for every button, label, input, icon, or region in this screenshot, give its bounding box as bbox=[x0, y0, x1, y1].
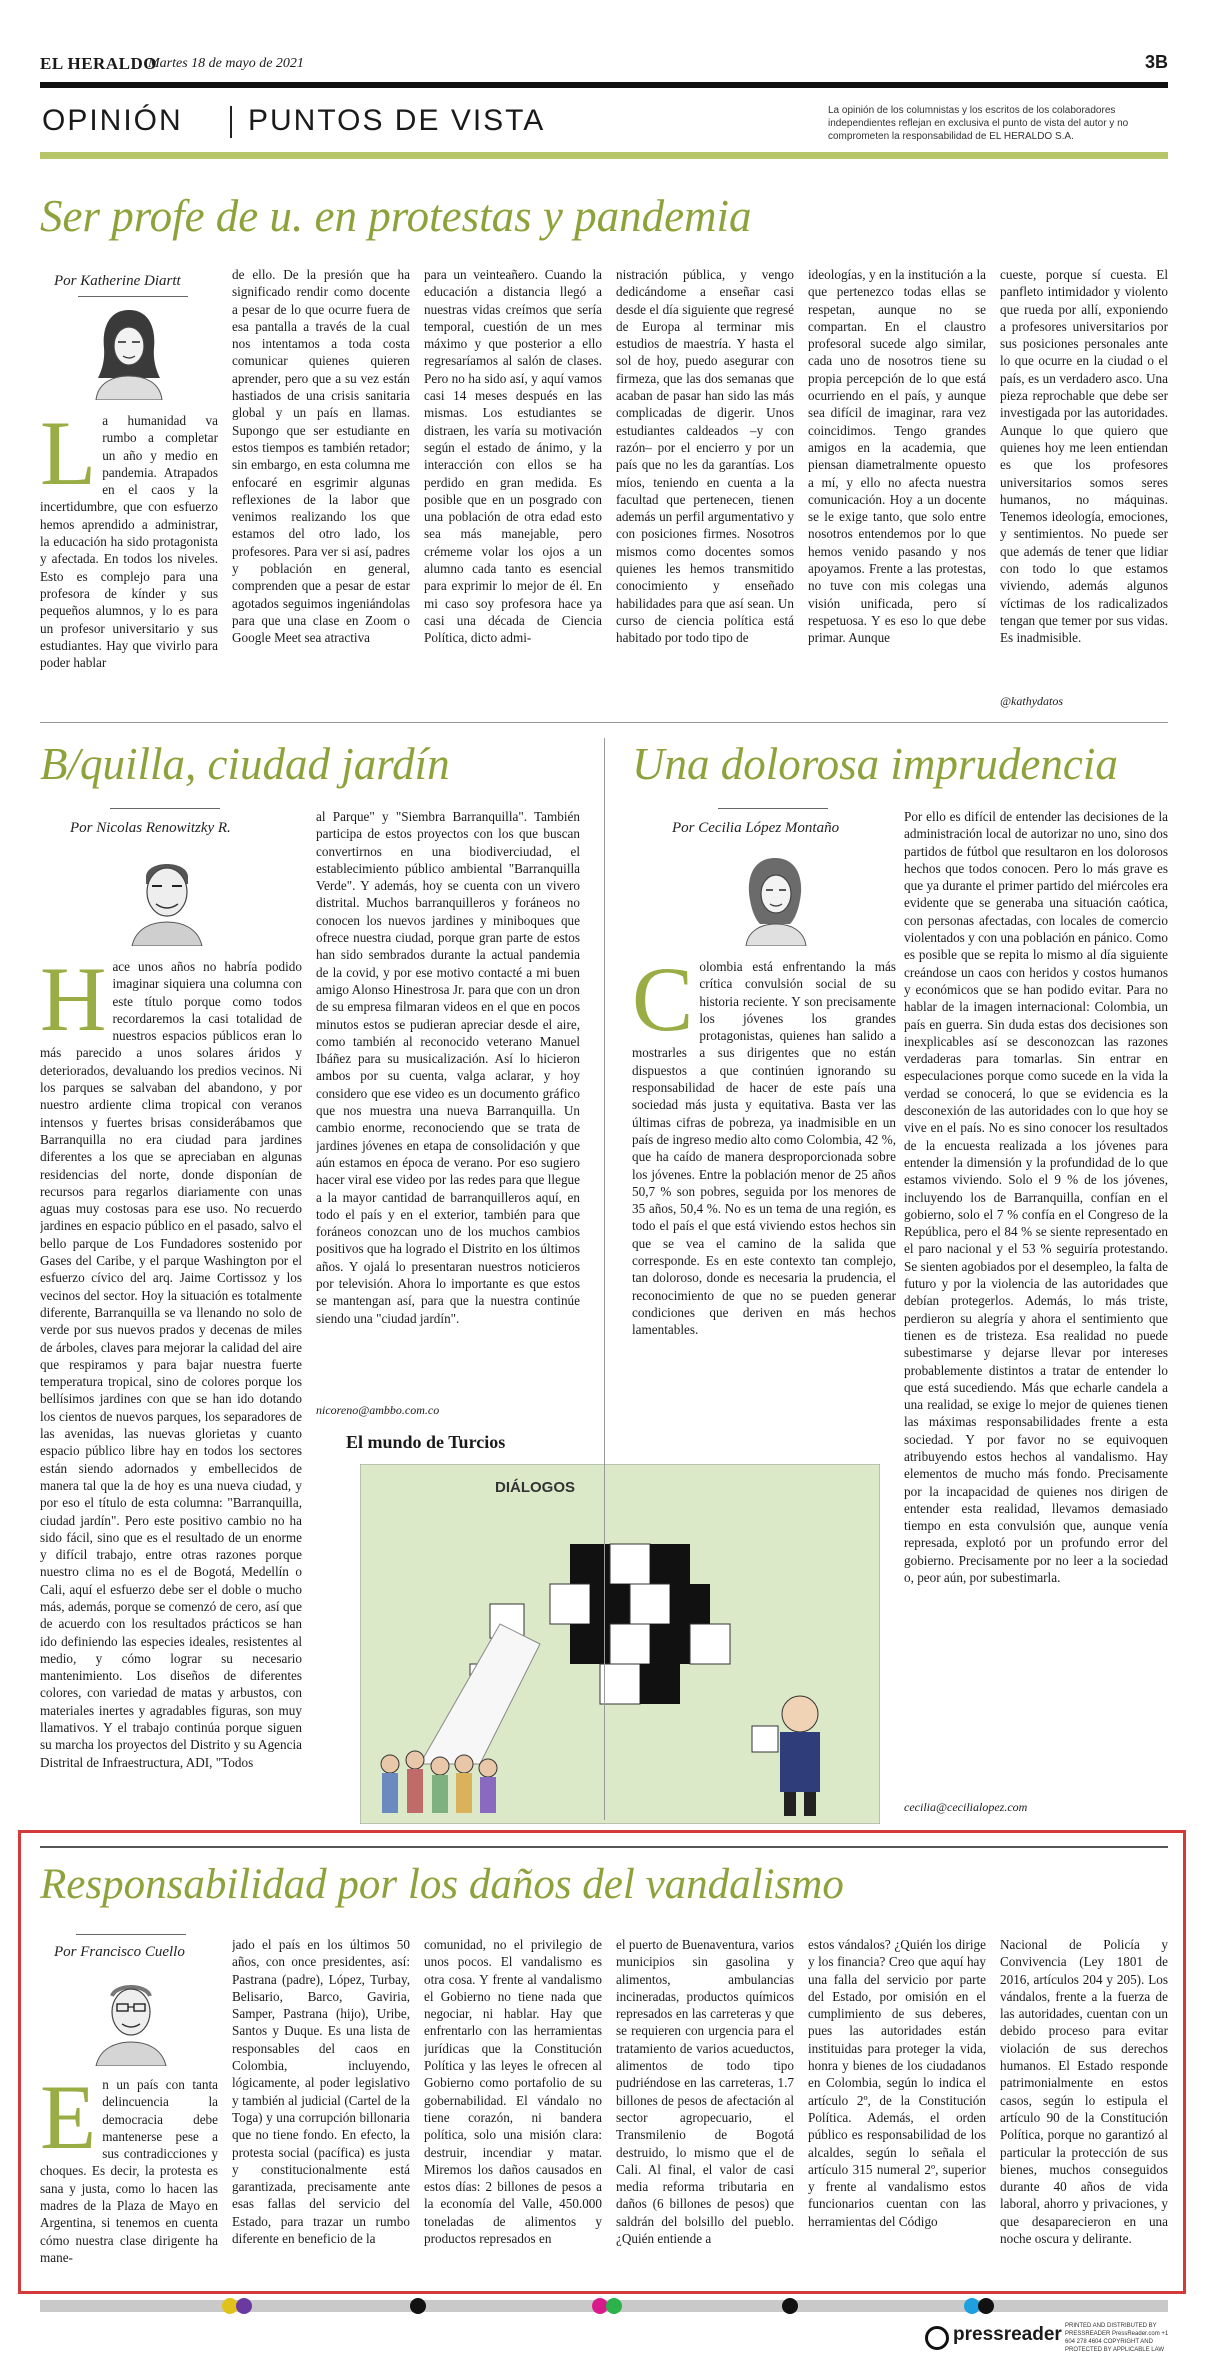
article4-byline: Por Francisco Cuello bbox=[54, 1944, 185, 1960]
newspaper-name: EL HERALDO bbox=[40, 54, 157, 73]
article4-column-3: comunidad, no el privilegio de unos pocos. El vandalismo es otra cosa. Y frente al vandalismo el Gobierno no tiene nada que negociar, ni hablar. Hay que enfrentarlo con las herramientas jurídicas que la Constitución Política y las leyes le ofrecen al Gobierno como portafolio de su gobernabilidad. El vándalo no tiene corazón, ni bandera política, solo una misión clara: destruir, incendiar y matar. Miremos los daños causados en estos días: 2 billones de pesos a la economía del Valle, 450.000 toneladas de alimentos y productos represados en bbox=[424, 1937, 602, 2247]
divider-rule bbox=[40, 1846, 1168, 1848]
author-portrait-katherine bbox=[84, 300, 174, 400]
article1-column-6: cueste, porque sí cuesta. El panfleto intimidador y violento que rueda por allí, exponiendo a profesores universitarios por sus posiciones personales ante lo que ocurre en la ciudad o el país, es un verdadero asco. Una pieza reprochable que debe ser investigada por las autoridades. Aunque lo que quiero que quienes hoy me leen entiendan es que los profesores universitarios somos seres humanos, no máquinas. Tenemos ideología, emociones, y sentimientos. No puede ser que además de tener que lidiar con todo lo que estamos viviendo, además algunos víctimas de los radicalizados tengan que temer por sus vidas. Es inadmisible. bbox=[1000, 267, 1168, 646]
cartoon-illustration bbox=[360, 1464, 880, 1824]
disclaimer: La opinión de los columnistas y los escritos de los colaboradores independientes reflejan en exclusiva el punto de vista del autor y no comprometen la responsabilidad de EL HERALDO S.A. bbox=[828, 105, 1129, 142]
article4-column-6: Nacional de Policía y Convivencia (Ley 1801 de 2016, artículos 204 y 205). Los vándalos, frente a la fuerza de las autoridades, cuentan con un debido proceso para evitar violación de sus derechos humanos. El Estado responde patrimonialmente en estos casos, según lo estipula el artículo 90 de la Constitución Política, porque no garantizó al particular la protección de sus bienes, muchos conseguidos durante 40 años de vida laboral, ahorro y privaciones, y que desaparecieron en una noche oscura y delirante. bbox=[1000, 1937, 1168, 2247]
author-portrait-francisco bbox=[86, 1966, 176, 2066]
section-header bbox=[40, 102, 1168, 142]
registration-dot bbox=[782, 2298, 798, 2314]
article2-signature: nicoreno@ambbo.com.co bbox=[316, 1403, 440, 1417]
dropcap: H bbox=[40, 958, 107, 1050]
column-divider bbox=[604, 738, 605, 1820]
section-subtitle: PUNTOS DE VISTA bbox=[248, 104, 546, 137]
article3-column-2: Por ello es difícil de entender las decisiones de la administración local de autorizar no uno, sino dos partidos de fútbol que resultaron en los dolorosos hechos que todos conocen. Pero lo más grave es que ya durante el primer partido del miércoles era evidente que se generaba una situación caótica, con personas afectadas, con locales de comercio violentados y con una población en pánico. Como es posible que se repita lo mismo al día siguiente creándose un caos con heridos y costos humanos y económicos que se han podido evitar. Para no hablar de la imagen internacional: Colombia, un país en guerra. Sin duda estas dos decisiones son inexplicables así se desconozcan las razones verdaderas para tomarlas. Sin entrar en especulaciones porque como sucede en la vida la verdad se conocerá, lo que se evidencia es la desconexión de las autoridades con lo que hoy se vive en el país. No es sino conocer los resultados de la encuesta realizada a los jóvenes para entender la dimensión y la profundidad de lo que estamos viviendo. Solo el 9 % de los jóvenes, incluyendo los de Barranquilla, confían en el gobierno, solo el 7 % confía en el Congreso de la República, pero el 84 % se siente representado en el paro nacional y el 53 % seguiría protestando. Se sienten agobiados por el desempleo, la falta de futuro y por la violencia de las autoridades que debían protegerlos. Además, lo más triste, perdieron su alegría y ahora el sentimiento que tienen es de tristeza. Esa realidad no puede subestimarse y dejarse llevar por intereses probablemente distintos a tratar de entender lo que está sucediendo. Más que echarle candela a una realidad, se exige lo mejor de quienes tienen las máximas responsabilidades frente a esta sociedad. Y por favor no se equivoquen atribuyendo estos hechos al vandalismo. Hay elementos de mucho más fondo. Precisamente por la incapacidad de quienes nos dirigen de entender esta realidad, llevamos demasiado tiempo en esta convulsión que, aunque venía represada, explotó por un profundo error del gobierno. Precisamente por no leer a la sociedad o, peor aún, por subestimarla. bbox=[904, 809, 1168, 1586]
dropcap: C bbox=[632, 958, 694, 1050]
registration-dot bbox=[978, 2298, 994, 2314]
article4-column-2: jado el país en los últimos 50 años, con once presidentes, así: Pastrana (padre), López, Turbay, Belisario, Barco, Gaviria, Samper, Pastrana (hijo), Uribe, Santos y Duque. Es una lista de responsables del caos en Colombia, incluyendo, lógicamente, al poder legislativo y también al judicial (Cartel de la Toga) y una corrupción billonaria que no tiene fondo. En efecto, la protesta social (pacífica) es justa y constitucionalmente está garantizada, precisamente ante esas fallas del servicio del Estado, para trazar un rumbo diferente en beneficio de la bbox=[232, 1937, 410, 2247]
pressreader-name: pressreader bbox=[953, 2324, 1062, 2345]
article1-column-2: de ello. De la presión que ha significado rendir como docente a pesar de lo que ocurre fuera de esa pantalla a través de la cual nos intentamos a toda costa comunicar quienes quieren aprender, pero que a su vez están hastiados de una crisis sanitaria global y un país en llamas. Supongo que ser estudiante en estos tiempos es también retador; sin embargo, en esta columna me enfocaré en esgrimir algunas reflexiones de la labor que venimos realizando los que estamos del otro lado, los profesores. Para ver si así, padres y población en general, comprenden que a pesar de estar agotados seguimos ingeniándolas para que una clase en Zoom o Google Meet sea atractiva bbox=[232, 267, 410, 646]
author-portrait-cecilia bbox=[730, 846, 820, 946]
pressreader-fineprint: PRINTED AND DISTRIBUTED BY PRESSREADER PressReader.com +1 604 278 4604 COPYRIGHT AND PROTECTED BY APPLICABLE LAW bbox=[1065, 2323, 1169, 2353]
article3-column-1 bbox=[632, 958, 896, 1370]
byline-rule bbox=[76, 1934, 186, 1935]
registration-dot bbox=[606, 2298, 622, 2314]
dropcap: L bbox=[40, 412, 97, 504]
section-accent-bar bbox=[40, 152, 1168, 159]
article3-headline: Una dolorosa imprudencia bbox=[632, 739, 1118, 789]
edition-date: Martes 18 de mayo de 2021 bbox=[148, 56, 304, 71]
article2-headline: B/quilla, ciudad jardín bbox=[40, 739, 450, 789]
article2-column-1 bbox=[40, 958, 302, 1820]
article4-column-5: estos vándalos? ¿Quién los dirige y los financia? Creo que aquí hay una falla del servicio por parte del Estado, por omisión en el cumplimiento de sus deberes, pues las autoridades están instituidas para proteger la vida, honra y bienes de los ciudadanos en Colombia, según lo indica el artículo 2º, de la Constitución Política. Además, el orden público es responsabilidad de los alcaldes, según lo señala el artículo 315 numeral 2º, superior y frente al vandalismo estos funcionarios cuentan con las herramientas del Código bbox=[808, 1937, 986, 2229]
article2-byline: Por Nicolas Renowitzky R. bbox=[70, 820, 231, 836]
byline-rule bbox=[78, 296, 188, 297]
article1-byline: Por Katherine Diartt bbox=[54, 273, 181, 289]
author-portrait-nicolas bbox=[122, 846, 212, 946]
section-divider bbox=[230, 106, 232, 138]
page-number: 3B bbox=[1144, 52, 1168, 72]
article1-headline: Ser profe de u. en protestas y pandemia bbox=[40, 191, 752, 241]
article3-byline: Por Cecilia López Montaño bbox=[672, 820, 840, 836]
article1-column-1 bbox=[40, 412, 218, 712]
article2-column-2: al Parque" y "Siembra Barranquilla". También participa de estos proyectos con los que buscan convertirnos en una biodiverciudad, el establecimiento público ambiental "Barranquilla Verde". Y además, hoy se cuenta con un vivero distrital. Muchos barranquilleros y foráneos no conocen los nuevos jardines y miniboques que ofrece nuestra ciudad, porque gran parte de estos han sido sembrados durante la actual pandemia de la covid, y por ese motivo contacté a mi buen amigo Alonso Hinestrosa Jr. para que con un dron de su empresa filmaran videos en el que en pocos minutos estos se pudieran apreciar desde el aire, como también al reconocido veterano Manuel Ibáñez para su musicalización. Así lo hicieron ambos por su cuenta, valga aclarar, y hoy considero que ese video es un documento gráfico que nos muestra una nueva Barranquilla. Un cambio enorme, reconociendo que se trata de jardines jóvenes en etapa de consolidación y que aún estamos en época de verano. Por eso sugiero hacer viral ese video por las redes para que llegue a la mayor cantidad de barranquilleros aquí, en todo el país y en el exterior, también para que foráneos conozcan uno de los muchos cambios positivos que ha logrado el Distrito en los últimos años. Y ojalá lo presentaran nuestros noticieros por televisión. Ahora lo importante es que estos se mantengan así, para que la nuestra continúe siendo una "ciudad jardín". bbox=[316, 809, 580, 1326]
byline-rule bbox=[110, 808, 220, 809]
article1-column-3: para un veinteañero. Cuando la educación a distancia llegó a nuestras vidas creímos que sería temporal, cuestión de un mes máximo y que posterior a ello regresaríamos al salón de clases. Pero no ha sido así, y aquí vamos casi 14 meses después en las mismas. Los estudiantes se distraen, les varía su motivación según el estado de ánimo, y la interacción con ellos se ha perdido en gran medida. Es posible que en un posgrado con una población de otra edad esto sea más manejable, pero crémeme volar los ojos a un alumno cada tanto es esencial para exprimir lo mejor de él. En mi caso soy profesora hace ya casi una década de Ciencia Política, dicto admi- bbox=[424, 267, 602, 646]
cartoon-title: El mundo de Turcios bbox=[346, 1432, 506, 1452]
article1-text: a humanidad va rumbo a completar un año y medio en pandemia. Atrapados en el caos y la incertidumbre, que con esfuerzo hemos aprendido a administrar, la educación ha sido protagonista y afectada. En todos los niveles. Esto es complejo para una profesora de kínder y sus pequeños alumnos, y lo es para un profesor universitario y sus estudiantes. Hay que vivirlo para poder hablar bbox=[40, 413, 218, 671]
pressreader-icon bbox=[925, 2326, 949, 2350]
article4-headline: Responsabilidad por los daños del vandalismo bbox=[40, 1861, 844, 1908]
article4-column-4: el puerto de Buenaventura, varios municipios sin gasolina y alimentos, ambulancias incineradas, productos químicos represados en las carreteras y que se requieren con urgencia para el tratamiento de varios acueductos, alimentos de todo tipo pudriéndose en las carreteras, 1.7 billones de pesos de afectación al sector agropecuario, el Transmilenio de Bogotá destruido, lo mismo que el de Cali. Al final, el valor de casi media reforma tributaria en daños (6 billones de pesos) que saldrán del bolsillo del pueblo. ¿Quién entiende a bbox=[616, 1937, 794, 2247]
article3-text: olombia está enfrentando la más crítica convulsión social de su historia reciente. Y son precisamente los jóvenes los grandes protagonistas, quienes han salido a mostrarles a sus dirigentes que no están dispuestos a que continúen ignorando su responsabilidad de hacer de este país una sociedad más justa y equitativa. Basta ver las últimas cifras de pobreza, ya inadmisible en un país de ingreso medio alto como Colombia, 42 %, que ha caído de manera desproporcionada sobre los jóvenes. Entre la población menor de 25 años 50,7 % son pobres, seguida por los menores de 35 años, 50,4 %. No es un tema de una región, es todo el país el que está viviendo estos hechos sin que se vea el camino de la salida que corresponde. Es en este contexto tan complejo, tan doloroso, donde es necesaria la prudencia, el reconocimiento de que no se pueden generar condiciones que deriven en más hechos lamentables. bbox=[632, 959, 896, 1338]
cartoon-speech: DIÁLOGOS bbox=[495, 1479, 576, 1496]
article4-column-1 bbox=[40, 2076, 218, 2286]
article4-text: n un país con tanta delincuencia la democracia debe mantenerse pese a sus contradicciones y choques. Es decir, la protesta es sana y justa, como lo hacen las madres de la Plaza de Mayo en Argentina, si tenemos en cuenta cómo nuestra clase dirigente ha mane- bbox=[40, 2077, 218, 2265]
article1-column-4: nistración pública, y vengo dedicándome a enseñar casi desde el día siguiente que regresé de Europa al terminar mis estudios de maestría. Y hasta el sol de hoy, puedo asegurar con firmeza, que las dos semanas que acaban de pasar han sido las más complicadas de digerir. Unos estudiantes caldeados –y con razón– por el encierro y por un país que no les da garantías. Los míos, teniendo en cuenta a la facultad que pertenecen, tienen además un perfil argumentativo y con posiciones firmes. Nosotros mismos como docentes somos quienes les hemos transmitido conocimiento y enseñado habilidades para que así sean. Un curso de ciencia política está habitado por todo tipo de bbox=[616, 267, 794, 646]
divider-rule bbox=[40, 722, 1168, 723]
dropcap: E bbox=[40, 2076, 97, 2168]
article1-column-5: ideologías, y en la institución a la que pertenezco todas ellas se respetan, aunque no se compartan. En el claustro profesoral sucede algo similar, cada uno de nosotros tiene su propia percepción de lo que está ocurriendo en el país, y aunque sea difícil de imaginar, rara vez coincidimos. Tengo grandes amigos en la academia, que piensan diametralmente opuesto a mí, y ello no afecta nuestra comunicación. Hoy a un docente se le exige tanto, que solo entre nosotros entendemos por lo que hemos venido pasando y nos apoyamos. Frente a las protestas, no tuve con mis colegas una visión unificada, pero sí respetuosa. Y es eso lo que debe primar. Aunque bbox=[808, 267, 986, 646]
section-title: OPINIÓN bbox=[42, 104, 183, 137]
article2-text: ace unos años no habría podido imaginar siquiera una columna con este título porque como todos recordaremos la casi totalidad de nuestros espacios públicos eran lo más parecido a unos solares áridos y deteriorados, devaluando los predios vecinos. Ni los parques se salvaban del abandono, y por nuestro ardiente clima tropical con veranos intensos y fuertes brisas considerábamos que Barranquilla no era ciudad para jardines diferentes a los que se apreciaban en algunas residencias del norte, donde disponían de recursos para regarlos diariamente con unas aguas muy costosas para ese uso. No recuerdo jardines en espacio público en el pasado, salvo el bello parque de Los Fundadores sostenido por Gases del Caribe, y el parque Washington por el esfuerzo cívico del arq. Jaime Cortissoz y los vecinos del sector. Hoy la situación es totalmente diferente, Barranquilla se va llenando no solo de verde por sus nuevos prados y decenas de miles de árboles, claves para mejorar la calidad del aire que respiramos y para bajar nuestra fuerte temperatura tropical, sino de colores porque los bellísimos jardines con que se han ido dotando los cientos de nuevos parques, los separadores de las avenidas, las nuevas glorietas y cuanto espacio público libre hay en todos los sectores están siendo adornados y embellecidos de manera tal que la de hoy es una nueva ciudad, y por eso el título de esta columna: "Barranquilla, ciudad jardín". Pero este positivo cambio no ha sido fácil, sino que es el resultado de un enorme y difícil trabajo, entre otras razones porque nuestro clima no es el de Bogotá, Medellín o Cali, aquí el esfuerzo debe ser el doble o mucho más, además, porque se comenzó de cero, así que de acuerdo con los resultados prácticos se han ido definiendo las especies ideales, resistentes al medio, y cómo lograr su necesario mantenimiento. Los diseños de diferentes colores, con variedad de matas y arbustos, con materiales inertes y agradables figuras, son muy llamativos. Y el trabajo continúa porque siguen su marcha los proyectos del Distrito y su Agencia Distrital de Infraestructura, ADI, "Todos bbox=[40, 959, 302, 1770]
article3-signature: cecilia@cecilialopez.com bbox=[904, 1800, 1028, 1814]
registration-dot bbox=[236, 2298, 252, 2314]
byline-rule bbox=[718, 808, 828, 809]
pressreader-logo[interactable] bbox=[925, 2322, 1168, 2358]
article1-signature: @kathydatos bbox=[1000, 694, 1064, 708]
masthead bbox=[40, 52, 1168, 80]
registration-dot bbox=[410, 2298, 426, 2314]
masthead-rule bbox=[40, 82, 1168, 88]
